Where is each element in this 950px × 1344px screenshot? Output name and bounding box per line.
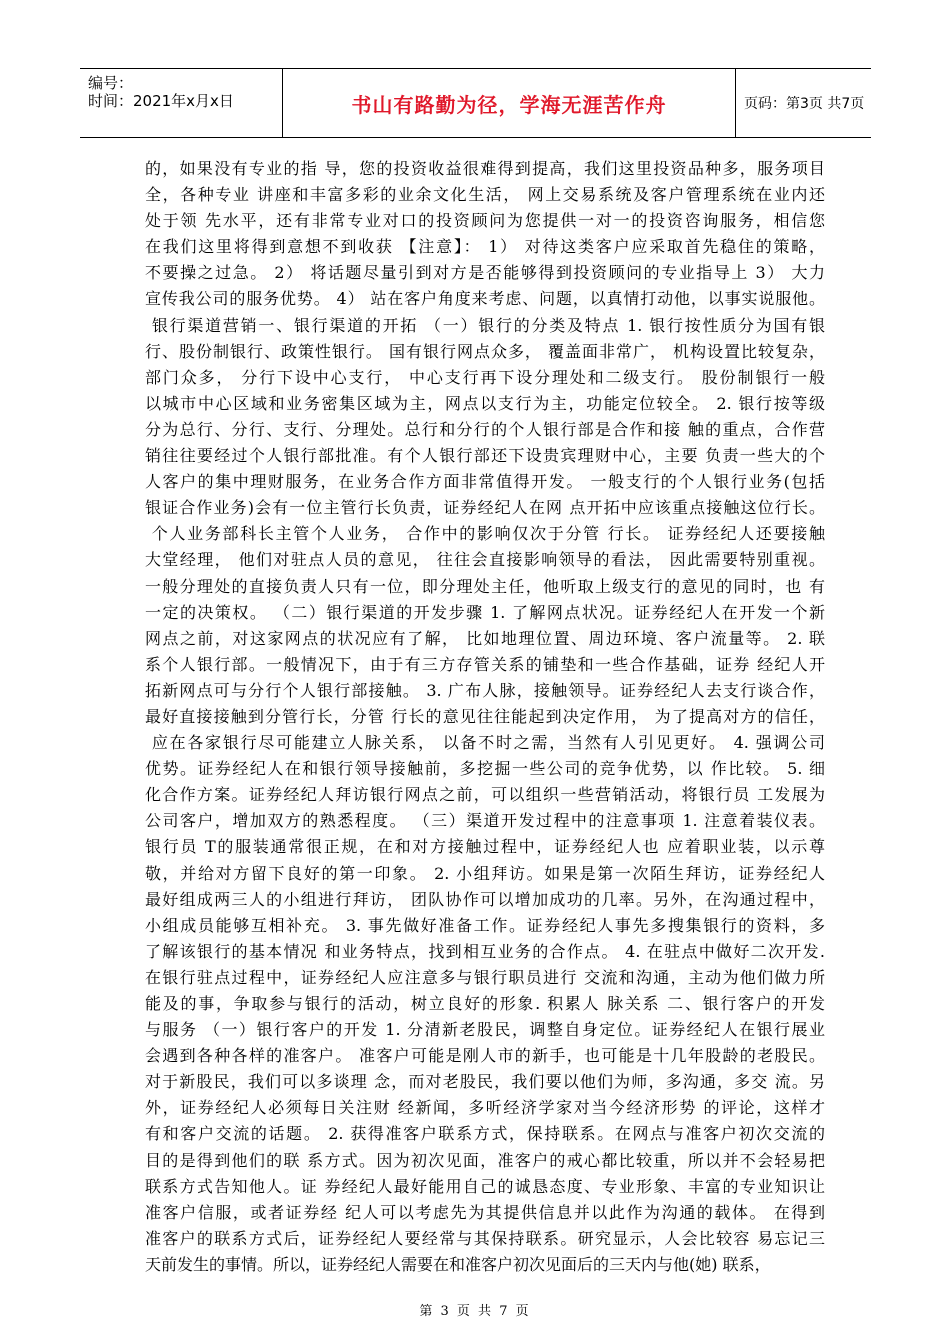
header-motto: 书山有路勤为径，学海无涯苦作舟 [351,92,667,117]
body-text-line: 了解该银行的基本情况 和业务特点，找到相互业务的合作点。 4. 在驻点中做好二次开发. [145,941,825,961]
body-text-line: 准客户信服，或者证券经 纪人可以考虑先为其提供信息并以此作为沟通的载体。 在得到 [145,1202,825,1222]
body-text-line: 分为总行、分行、支行、分理处。总行和分行的个人银行部是合作和接 触的重点，合作营 [145,419,825,439]
body-text-line: 与服务 （一）银行客户的开发 1. 分清新老股民，调整自身定位。证券经纪人在银行展业 [145,1020,825,1040]
body-text-line: 网点之前，对这家网点的状况应有了解， 比如地理位置、周边环境、客户流量等。 2. 联 [145,628,825,648]
body-text-line: 银证合作业务)会有一位主管行长负责，证券经纪人在网 点开拓中应该重点接触这位行长。 [145,498,825,518]
body-text-line: 准客户的联系方式后，证券经纪人要经常与其保持联系。研究显示，人会比较容 易忘记三 [145,1228,825,1248]
body-text-line: 拓新网点可与分行个人银行部接触。 3. 广布人脉，接触领导。证券经纪人去支行谈合作， [145,680,825,700]
body-text-line: 在银行驻点过程中，证券经纪人应注意多与银行职员进行 交流和沟通，主动为他们做力所 [145,967,825,987]
body-text-line: 化合作方案。证券经纪人拜访银行网点之前，可以组织一些营销活动，将银行员 工发展为 [145,785,825,805]
body-text-line: 人客户的集中理财服务，在业务合作方面非常值得开发。 一般支行的个人银行业务(包括 [145,472,825,492]
body-text-line: 系个人银行部。一般情况下，由于有三方存管关系的铺垫和一些合作基础，证券 经纪人开 [145,654,825,674]
header-page-number: 页码：第3页 共7页 [744,96,865,112]
body-text-line: 有和客户交流的话题。 2. 获得准客户联系方式，保持联系。在网点与准客户初次交流的 [145,1124,825,1144]
header-motto-cell [283,69,736,137]
body-text-line: 小组成员能够互相补充。 3. 事先做好准备工作。证券经纪人事先多搜集银行的资料，多 [145,915,825,935]
body-text-line: 以城市中心区域和业务密集区域为主，网点以支行为主，功能定位较全。 2. 银行按等级 [145,393,825,413]
document-body [145,156,825,1278]
page-header [80,68,871,138]
body-text-line: 最好直接接触到分管行长，分管 行长的意见往往能起到决定作用， 为了提高对方的信任， [145,706,825,726]
body-text-line: 能及的事，争取参与银行的活动，树立良好的形象. 积累人 脉关系 二、银行客户的开发 [145,994,825,1013]
body-text-line: 银行渠道营销一、银行渠道的开拓 （一）银行的分类及特点 1. 银行按性质分为国有银 [145,315,825,335]
body-text-line: 宣传我公司的服务优势。 4） 站在客户角度来考虑、问题，以真情打动他，以事实说服他。 [145,289,825,309]
body-text-line: 个人业务部科长主管个人业务， 合作中的影响仅次于分管 行长。 证券经纪人还要接触 [145,524,825,544]
body-text-line: 全，各种专业 讲座和丰富多彩的业余文化生活， 网上交易系统及客户管理系统在业内还 [145,185,825,205]
body-text-line: 行、股份制银行、政策性银行。 国有银行网点众多， 覆盖面非常广， 机构设置比较复杂， [145,341,825,361]
body-text-line: 一定的决策权。 （二）银行渠道的开发步骤 1. 了解网点状况。证券经纪人在开发一个新 [145,602,825,622]
body-text-line: 部门众多， 分行下设中心支行， 中心支行再下设分理处和二级支行。 股份制银行一般 [145,367,825,387]
body-text-line: 应在各家银行尽可能建立人脉关系， 以备不时之需，当然有人引见更好。 4. 强调公司 [145,733,825,753]
body-text-line: 销往往要经过个人银行部批准。有个人银行部还下设贵宾理财中心，主要 负责一些大的个 [145,446,825,466]
body-text-line: 一般分理处的直接负责人只有一位，即分理处主任，他听取上级支行的意见的同时，也 有 [145,576,825,596]
body-text-line: 会遇到各种各样的准客户。 准客户可能是刚人市的新手，也可能是十几年股龄的老股民。 [145,1046,825,1066]
body-text-line: 在我们这里将得到意想不到收获 【注意】： 1） 对待这类客户应采取首先稳住的策略， [145,237,825,257]
body-text-line: 联系方式告知他人。证 券经纪人最好能用自己的诚恳态度、专业形象、丰富的专业知识让 [145,1176,825,1196]
body-text-line: 外，证券经纪人必须每日关注财 经新闻，多听经济学家对当今经济形势 的评论，这样才 [145,1098,825,1118]
body-text-line: 优势。证券经纪人在和银行领导接触前，多挖掘一些公司的竞争优势，以 作比较。 5. 细 [145,759,825,779]
page-footer: 第 3 页 共 7 页 [419,1304,531,1319]
body-text-line: 最好组成两三人的小组进行拜访， 团队协作可以增加成功的几率。另外，在沟通过程中， [145,889,825,909]
body-text-line: 敬，并给对方留下良好的第一印象。 2. 小组拜访。如果是第一次陌生拜访，证券经纪人 [145,863,825,883]
body-text-line: 的，如果没有专业的指 导，您的投资收益很难得到提高，我们这里投资品种多，服务项目 [145,159,825,178]
document-code-label: 编号： [88,74,134,92]
body-text-line: 不要操之过急。 2） 将话题尽量引到对方是否能够得到投资顾问的专业指导上 3） 大力 [145,263,825,283]
body-text-line: 大堂经理， 他们对驻点人员的意见， 往往会直接影响领导的看法， 因此需要特别重视。 [145,550,825,570]
body-text-line: 银行员 T的服装通常很正规，在和对方接触过程中，证券经纪人也 应着职业装，以示尊 [145,837,825,857]
body-text-line: 处于领 先水平，还有非常专业对口的投资顾问为您提供一对一的投资咨询服务，相信您 [145,211,825,231]
header-meta [80,69,283,137]
body-text-line: 天前发生的事情。所以，证券经纪人需要在和准客户初次见面后的三天内与他(她) 联系， [145,1254,771,1274]
document-date-label: 时间：2021年x月x日 [88,92,234,110]
body-text-line: 对于新股民，我们可以多谈理 念，而对老股民，我们要以他们为师，多沟通，多交 流。另 [145,1072,825,1092]
body-text-line: 公司客户，增加双方的熟悉程度。 （三）渠道开发过程中的注意事项 1. 注意着装仪表。 [145,811,825,831]
body-text-line: 目的是得到他们的联 系方式。因为初次见面，准客户的戒心都比较重，所以并不会轻易把 [145,1150,825,1170]
